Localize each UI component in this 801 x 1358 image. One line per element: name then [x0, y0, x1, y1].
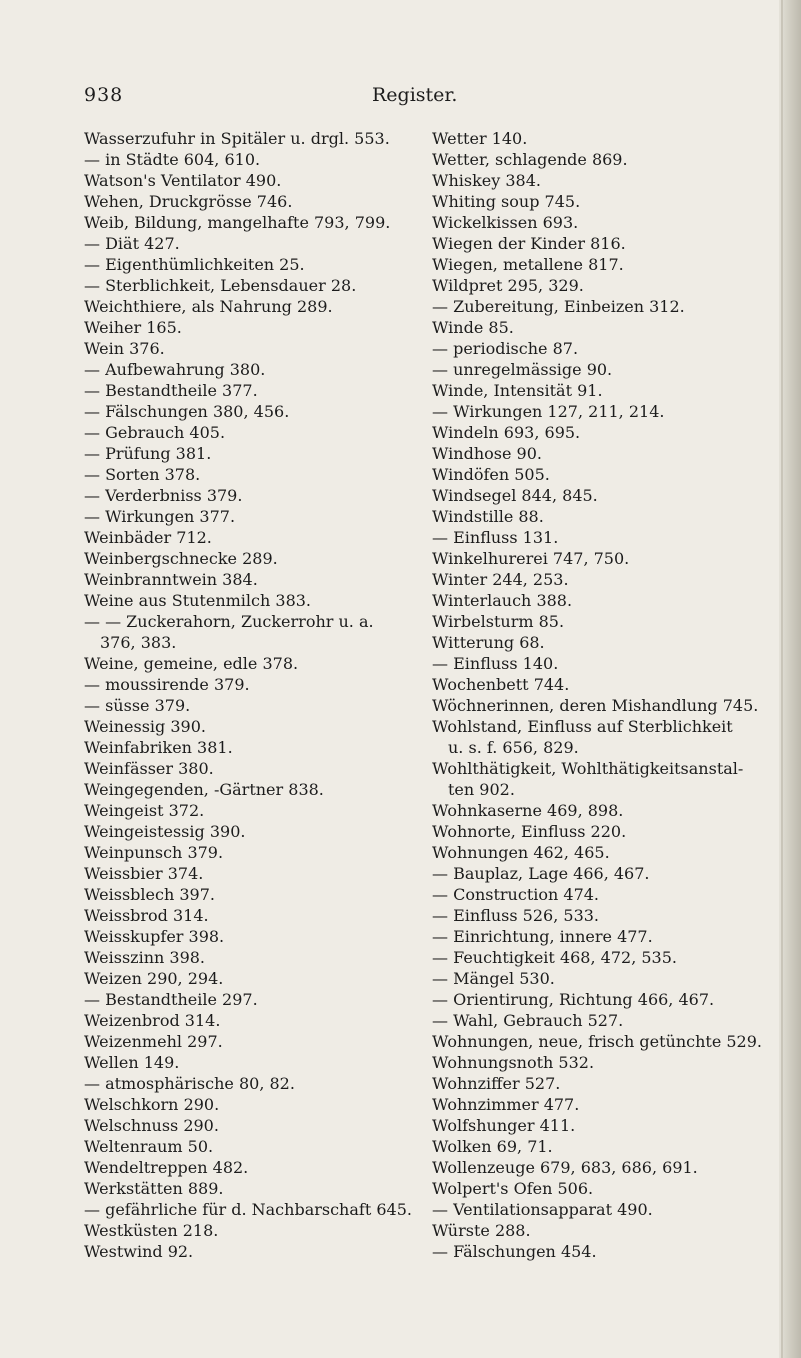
- index-entry: Witterung 68.: [432, 633, 545, 652]
- index-entry: Wohnkaserne 469, 898.: [432, 801, 624, 820]
- index-entry: Winterlauch 388.: [432, 591, 573, 610]
- index-entry: — Sorten 378.: [84, 465, 201, 484]
- index-entry: Wollenzeuge 679, 683, 686, 691.: [432, 1158, 698, 1177]
- index-entry: Weissbrod 314.: [84, 906, 209, 925]
- index-entry: Weissbier 374.: [84, 864, 204, 883]
- index-entry: Weissblech 397.: [84, 885, 215, 904]
- index-entry: Wohlthätigkeit, Wohlthätigkeitsanstal-: [432, 759, 744, 778]
- index-entry: — gefährliche für d. Nachbarschaft 645.: [84, 1200, 412, 1219]
- index-entry: ten 902.: [448, 780, 515, 799]
- index-entry: u. s. f. 656, 829.: [448, 738, 579, 757]
- index-entry: Windöfen 505.: [432, 465, 550, 484]
- index-entry: Whiskey 384.: [432, 171, 541, 190]
- index-entry: Wohnungen 462, 465.: [432, 843, 610, 862]
- index-entry: Wohlstand, Einfluss auf Sterblichkeit: [432, 717, 733, 736]
- index-entry: — Zubereitung, Einbeizen 312.: [432, 297, 685, 316]
- index-entry: — Einrichtung, innere 477.: [432, 927, 653, 946]
- index-entry: — Fälschungen 380, 456.: [84, 402, 290, 421]
- index-entry: — Bestandtheile 377.: [84, 381, 258, 400]
- index-entry: — Wirkungen 127, 211, 214.: [432, 402, 665, 421]
- index-entry: Weinbranntwein 384.: [84, 570, 258, 589]
- index-entry: Windsegel 844, 845.: [432, 486, 598, 505]
- index-entry: Wetter, schlagende 869.: [432, 150, 628, 169]
- page-number: 938: [84, 84, 124, 106]
- index-entry: Wohnziffer 527.: [432, 1074, 561, 1093]
- index-entry: Weine aus Stutenmilch 383.: [84, 591, 312, 610]
- index-entry: Whiting soup 745.: [432, 192, 581, 211]
- index-entry: — Bestandtheile 297.: [84, 990, 258, 1009]
- index-entry: Weisskupfer 398.: [84, 927, 225, 946]
- index-entry: — Fälschungen 454.: [432, 1242, 597, 1261]
- index-entry: Windeln 693, 695.: [432, 423, 581, 442]
- index-entry: Weingegenden, -Gärtner 838.: [84, 780, 324, 799]
- index-entry: Wasserzufuhr in Spitäler u. drgl. 553.: [84, 129, 390, 148]
- index-entry: Watson's Ventilator 490.: [84, 171, 282, 190]
- index-entry: Wendeltreppen 482.: [84, 1158, 249, 1177]
- index-entry: Winter 244, 253.: [432, 570, 569, 589]
- index-entry: — Feuchtigkeit 468, 472, 535.: [432, 948, 677, 967]
- index-entry: Wein 376.: [84, 339, 165, 358]
- index-entry: Wolken 69, 71.: [432, 1137, 553, 1156]
- index-entry: — in Städte 604, 610.: [84, 150, 261, 169]
- index-entry: — Sterblichkeit, Lebensdauer 28.: [84, 276, 357, 295]
- index-entry: Weisszinn 398.: [84, 948, 206, 967]
- index-entry: Weizenmehl 297.: [84, 1032, 223, 1051]
- index-entry: Windhose 90.: [432, 444, 542, 463]
- index-entry: Windstille 88.: [432, 507, 544, 526]
- index-entry: — Aufbewahrung 380.: [84, 360, 266, 379]
- index-entry: Wohnzimmer 477.: [432, 1095, 580, 1114]
- index-entry: 376, 383.: [100, 633, 177, 652]
- index-entry: Wiegen der Kinder 816.: [432, 234, 626, 253]
- index-entry: Wellen 149.: [84, 1053, 180, 1072]
- index-entry: Weinpunsch 379.: [84, 843, 224, 862]
- index-entry: Wohnungen, neue, frisch getünchte 529.: [432, 1032, 762, 1051]
- page-edge: [779, 0, 801, 1358]
- index-entry: — Mängel 530.: [432, 969, 555, 988]
- index-entry: — süsse 379.: [84, 696, 191, 715]
- index-entry: Werkstätten 889.: [84, 1179, 224, 1198]
- index-entry: Weinfabriken 381.: [84, 738, 233, 757]
- index-entry: Weingeist 372.: [84, 801, 205, 820]
- index-entry: Wetter 140.: [432, 129, 528, 148]
- index-entry: — Verderbniss 379.: [84, 486, 243, 505]
- index-entry: — Diät 427.: [84, 234, 180, 253]
- index-entry: Weiher 165.: [84, 318, 182, 337]
- index-entry: — periodische 87.: [432, 339, 579, 358]
- index-entry: — Einfluss 131.: [432, 528, 559, 547]
- index-entry: Wildpret 295, 329.: [432, 276, 584, 295]
- index-entry: — moussirende 379.: [84, 675, 250, 694]
- index-entry: Winkelhurerei 747, 750.: [432, 549, 630, 568]
- index-entry: Weine, gemeine, edle 378.: [84, 654, 299, 673]
- index-entry: Weinfässer 380.: [84, 759, 214, 778]
- index-entry: — Ventilationsapparat 490.: [432, 1200, 653, 1219]
- index-entry: Wickelkissen 693.: [432, 213, 579, 232]
- index-entry: — Bauplaz, Lage 466, 467.: [432, 864, 650, 883]
- index-entry: Wolpert's Ofen 506.: [432, 1179, 594, 1198]
- index-entry: Wirbelsturm 85.: [432, 612, 565, 631]
- index-entry: Weingeistessig 390.: [84, 822, 246, 841]
- index-entry: Wöchnerinnen, deren Mishandlung 745.: [432, 696, 759, 715]
- index-entry: Wohnungsnoth 532.: [432, 1053, 595, 1072]
- index-entry: — — Zuckerahorn, Zuckerrohr u. a.: [84, 612, 374, 631]
- index-entry: Welschkorn 290.: [84, 1095, 220, 1114]
- index-entry: — Orientirung, Richtung 466, 467.: [432, 990, 715, 1009]
- index-entry: Weinbergschnecke 289.: [84, 549, 278, 568]
- index-entry: Wochenbett 744.: [432, 675, 570, 694]
- index-entry: — Einfluss 140.: [432, 654, 559, 673]
- index-entry: Wolfshunger 411.: [432, 1116, 576, 1135]
- index-entry: Westwind 92.: [84, 1242, 194, 1261]
- index-entry: Weib, Bildung, mangelhafte 793, 799.: [84, 213, 391, 232]
- index-entry: Westküsten 218.: [84, 1221, 219, 1240]
- index-entry: Welschnuss 290.: [84, 1116, 219, 1135]
- index-entry: Weinbäder 712.: [84, 528, 212, 547]
- index-entry: Wohnorte, Einfluss 220.: [432, 822, 627, 841]
- index-entry: — Eigenthümlichkeiten 25.: [84, 255, 305, 274]
- index-entry: — Construction 474.: [432, 885, 600, 904]
- index-entry: — Wirkungen 377.: [84, 507, 236, 526]
- index-entry: Winde 85.: [432, 318, 514, 337]
- index-entry: — Wahl, Gebrauch 527.: [432, 1011, 624, 1030]
- index-entry: Weizenbrod 314.: [84, 1011, 221, 1030]
- index-column-right: [432, 128, 772, 1262]
- index-entry: — Prüfung 381.: [84, 444, 212, 463]
- page-header: [0, 84, 780, 114]
- running-title: Register.: [372, 84, 458, 106]
- index-entry: Winde, Intensität 91.: [432, 381, 603, 400]
- index-entry: Weizen 290, 294.: [84, 969, 224, 988]
- index-entry: Würste 288.: [432, 1221, 531, 1240]
- index-entry: Weichthiere, als Nahrung 289.: [84, 297, 333, 316]
- index-entry: — Gebrauch 405.: [84, 423, 226, 442]
- index-entry: Wiegen, metallene 817.: [432, 255, 624, 274]
- index-entry: Wehen, Druckgrösse 746.: [84, 192, 293, 211]
- index-entry: — atmosphärische 80, 82.: [84, 1074, 295, 1093]
- index-entry: — unregelmässige 90.: [432, 360, 613, 379]
- index-entry: — Einfluss 526, 533.: [432, 906, 600, 925]
- index-entry: Weltenraum 50.: [84, 1137, 214, 1156]
- index-entry: Weinessig 390.: [84, 717, 206, 736]
